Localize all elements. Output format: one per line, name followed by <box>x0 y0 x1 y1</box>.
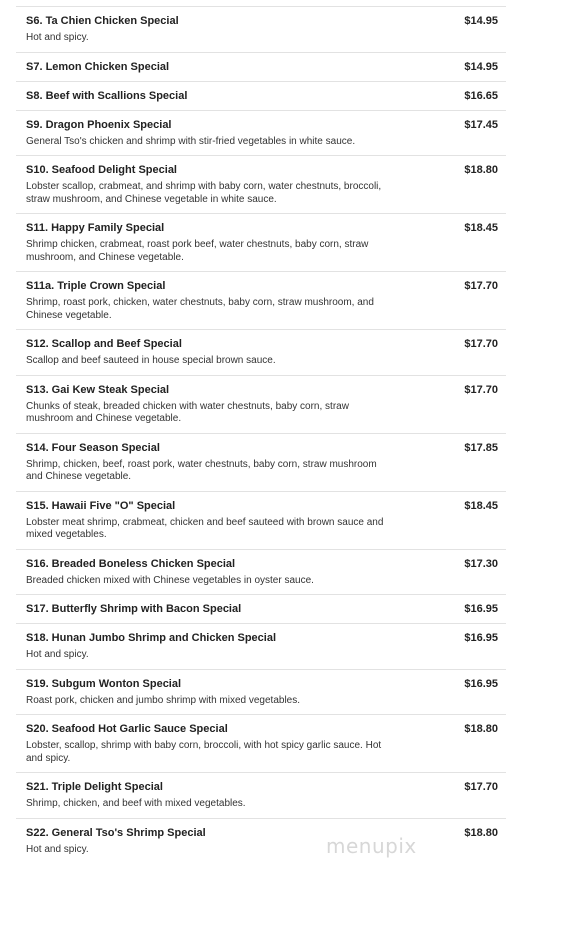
menu-item <box>16 714 506 772</box>
menu-item-name: S11a. Triple Crown Special <box>26 280 166 292</box>
menu-item-header <box>26 89 506 103</box>
menu-item-price: $16.95 <box>464 677 498 690</box>
menu-item-header <box>26 780 506 794</box>
menu-item-header <box>26 14 506 28</box>
menu-item-price: $17.70 <box>464 781 498 793</box>
menu-item-name: S6. Ta Chien Chicken Special <box>26 15 179 27</box>
menu-item-price: $14.95 <box>464 60 498 73</box>
menu-item-header <box>26 118 506 132</box>
menu-item-header <box>26 602 506 616</box>
menu-item-price: $17.85 <box>464 441 498 454</box>
menu-item-name: S7. Lemon Chicken Special <box>26 60 170 73</box>
menu-item-price: $18.45 <box>464 222 498 234</box>
menupix-watermark: menupix <box>326 834 417 858</box>
menu-item-header <box>26 557 506 571</box>
menu-item-description: Shrimp, chicken, and beef with mixed vegetables. <box>26 798 246 809</box>
menu-item <box>16 772 506 818</box>
menu-item-description: Lobster meat shrimp, crabmeat, chicken and beef sauteed with brown sauce and mixed vegetables. <box>26 516 384 540</box>
menu-item-name: S15. Hawaii Five "O" Special <box>26 499 176 512</box>
menu-list <box>16 6 506 863</box>
menu-item-header <box>26 163 506 177</box>
menu-item-price: $18.80 <box>464 164 498 176</box>
menu-item-name: S20. Seafood Hot Garlic Sauce Special <box>26 723 228 735</box>
menu-item-header <box>26 722 506 736</box>
menu-item-description: Shrimp, chicken, beef, roast pork, water chestnuts, baby corn, straw mushroom and Chinese vegetable. <box>26 458 377 482</box>
menu-item-price: $16.95 <box>464 603 498 615</box>
menu-item-name: S8. Beef with Scallions Special <box>26 89 188 102</box>
menu-item-name: S12. Scallop and Beef Special <box>26 338 182 350</box>
menu-item-name: S14. Four Season Special <box>26 441 160 454</box>
menu-item-description: Shrimp, roast pork, chicken, water chestnuts, baby corn, straw mushroom, and Chinese vegetable. <box>26 297 374 321</box>
menu-item <box>16 110 506 156</box>
menu-item-price: $17.70 <box>464 280 498 292</box>
menu-item-name: S22. General Tso's Shrimp Special <box>26 826 206 839</box>
menu-item-price: $17.70 <box>464 338 498 350</box>
menu-item <box>16 81 506 110</box>
menu-item-price: $16.95 <box>464 632 498 644</box>
menu-item-header <box>26 499 506 513</box>
menu-item-description: Hot and spicy. <box>26 649 89 660</box>
menu-item-header <box>26 677 506 691</box>
menu-item-price: $16.65 <box>464 89 498 102</box>
menu-item-description: Chunks of steak, breaded chicken with water chestnuts, baby corn, straw mushroom and Chinese vegetable. <box>26 400 349 424</box>
menu-item <box>16 818 506 864</box>
menu-item-header <box>26 383 506 397</box>
menu-item-name: S10. Seafood Delight Special <box>26 164 177 176</box>
menu-item <box>16 52 506 81</box>
menu-item-price: $18.80 <box>464 723 498 735</box>
menu-item <box>16 549 506 595</box>
menu-item-description: Breaded chicken mixed with Chinese vegetables in oyster sauce. <box>26 574 314 586</box>
menu-item-header <box>26 441 506 455</box>
menu-item-description: General Tso's chicken and shrimp with stir-fried vegetables in white sauce. <box>26 135 356 147</box>
menu-item-price: $18.80 <box>464 826 498 839</box>
menu-item-name: S21. Triple Delight Special <box>26 781 163 793</box>
menu-item-price: $14.95 <box>464 15 498 27</box>
menu-item-header <box>26 60 506 74</box>
menu-item <box>16 213 506 271</box>
menu-item-name: S18. Hunan Jumbo Shrimp and Chicken Special <box>26 632 277 644</box>
menu-item-name: S9. Dragon Phoenix Special <box>26 118 172 131</box>
menu-item-description: Hot and spicy. <box>26 843 89 855</box>
menu-item-price: $18.45 <box>464 499 498 512</box>
menu-item-header <box>26 631 506 645</box>
menu-item-description: Lobster, scallop, shrimp with baby corn, broccoli, with hot spicy garlic sauce. Hot and spicy. <box>26 740 382 764</box>
menu-item <box>16 491 506 549</box>
menu-item <box>16 155 506 213</box>
menu-item-description: Lobster scallop, crabmeat, and shrimp with baby corn, water chestnuts, broccoli, straw mushroom, and Chinese vegetable in white sauce. <box>26 181 382 205</box>
menu-item-description: Scallop and beef sauteed in house special brown sauce. <box>26 355 276 366</box>
menu-item-name: S13. Gai Kew Steak Special <box>26 383 170 396</box>
menu-item-description: Hot and spicy. <box>26 32 89 43</box>
menu-item-description: Roast pork, chicken and jumbo shrimp with mixed vegetables. <box>26 694 301 706</box>
menu-item-header <box>26 337 506 351</box>
menu-item-name: S11. Happy Family Special <box>26 222 165 234</box>
menu-item <box>16 623 506 669</box>
menu-item <box>16 433 506 491</box>
menu-item-name: S19. Subgum Wonton Special <box>26 677 182 690</box>
menu-item-header <box>26 279 506 293</box>
menu-item-name: S17. Butterfly Shrimp with Bacon Special <box>26 603 242 615</box>
menu-item <box>16 271 506 329</box>
menu-item <box>16 6 506 52</box>
menu-item <box>16 594 506 623</box>
menu-item <box>16 329 506 375</box>
menu-item-name: S16. Breaded Boneless Chicken Special <box>26 557 236 570</box>
menu-item-price: $17.30 <box>464 557 498 570</box>
menu-item <box>16 669 506 715</box>
menu-item <box>16 375 506 433</box>
menu-item-price: $17.70 <box>464 383 498 396</box>
menu-item-price: $17.45 <box>464 118 498 131</box>
menu-item-description: Shrimp chicken, crabmeat, roast pork beef, water chestnuts, baby corn, straw mushroom, and Chinese vegetable. <box>26 239 369 263</box>
menu-item-header <box>26 826 506 840</box>
menu-item-header <box>26 221 506 235</box>
